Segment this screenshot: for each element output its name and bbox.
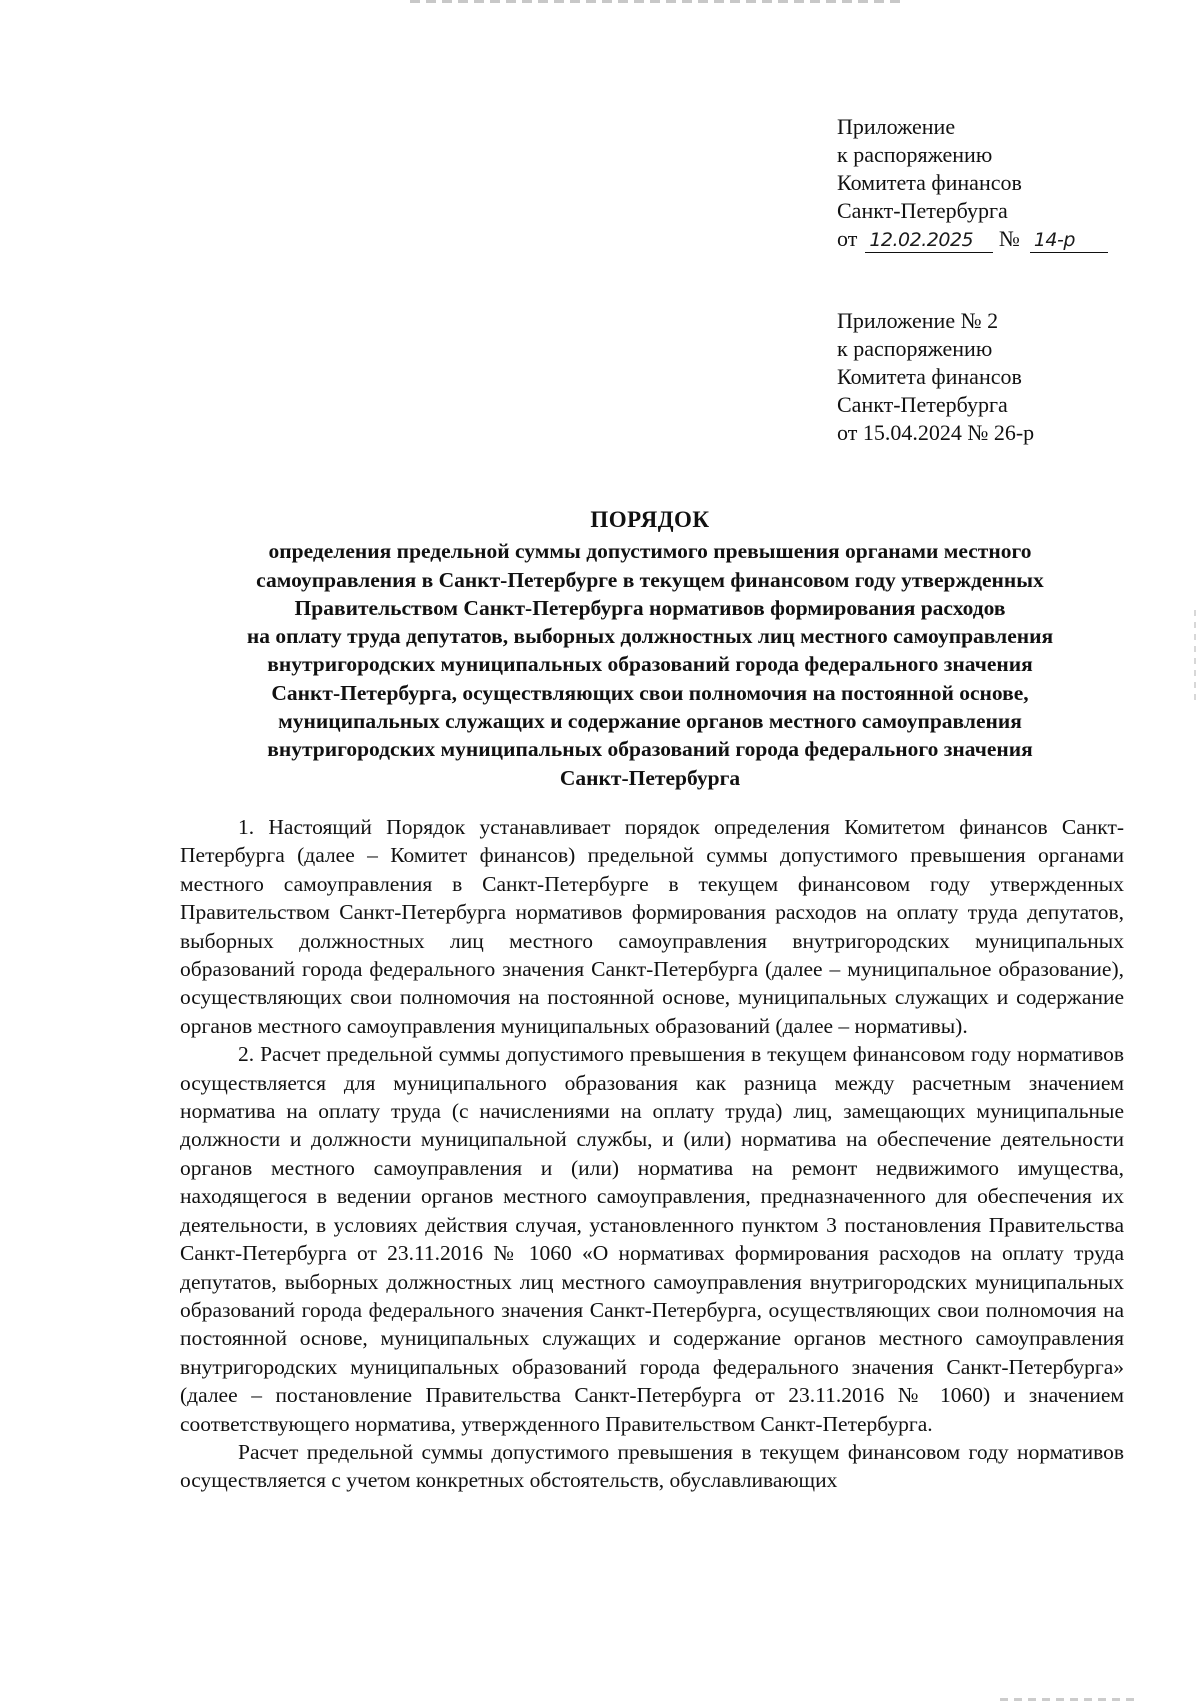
appendix-original-line: Санкт-Петербурга xyxy=(837,392,1008,417)
title-line: внутригородских муниципальных образований города федерального значения xyxy=(267,652,1033,677)
handwritten-number: 14-р xyxy=(1030,228,1108,253)
title-heading: ПОРЯДОК xyxy=(590,507,710,532)
scan-artifact-right xyxy=(1194,610,1196,700)
title-line: внутригородских муниципальных образований города федерального значения xyxy=(267,737,1033,762)
document-title xyxy=(120,506,1180,792)
paragraph-2: 2. Расчет предельной суммы допустимого превышения в текущем финансовом году нормативов осуществляется для муниципального образования как разница между расчетным значением норматива на оплату труда (с начислениями на оплату труда) лиц, замещающих муниципальные должности и должности муниципальной службы, и (или) норматива на обеспечение деятельности органов местного самоуправления и (или) норматива на ремонт недвижимого имущества, находящегося в ведении органов местного самоуправления, предназначенного для обеспечения их деятельности, в условиях действия случая, установленного пунктом 3 постановления Правительства Санкт-Петербурга от 23.11.2016 № 1060 «О нормативах формирования расходов на оплату труда депутатов, выборных должностных лиц местного самоуправления внутригородских муниципальных образований города федерального значения Санкт-Петербурга, осуществляющих свои полномочия на постоянной основе, муниципальных служащих и содержание органов местного самоуправления внутригородских муниципальных образований города федерального значения Санкт-Петербурга» (далее – постановление Правительства Санкт-Петербурга от 23.11.2016 № 1060) и значением соответствующего норматива, утвержденного Правительством Санкт-Петербурга. xyxy=(180,1042,1124,1436)
appendix-current-date-line xyxy=(837,225,1177,253)
appendix-original-line: Приложение № 2 xyxy=(837,308,999,333)
appendix-original-line: к распоряжению xyxy=(837,336,993,361)
appendix-original-line: Комитета финансов xyxy=(837,364,1022,389)
title-line: Правительством Санкт-Петербурга нормативов формирования расходов xyxy=(294,595,1006,620)
appendix-original-block xyxy=(837,307,1177,447)
appendix-current-line: Санкт-Петербурга xyxy=(837,198,1008,223)
document-body xyxy=(180,813,1124,1495)
paragraph-1: 1. Настоящий Порядок устанавливает порядок определения Комитетом финансов Санкт-Петербурга (далее – Комитет финансов) предельной суммы допустимого превышения органами местного самоуправления в Санкт-Петербурге в текущем финансовом году утвержденных Правительством Санкт-Петербурга нормативов формирования расходов на оплату труда депутатов, выборных должностных лиц местного самоуправления внутригородских муниципальных образований города федерального значения Санкт-Петербурга (далее – муниципальное образование), осуществляющих свои полномочия на постоянной основе, муниципальных служащих и содержание органов местного самоуправления муниципальных образований (далее – нормативы). xyxy=(180,815,1124,1038)
handwritten-date: 12.02.2025 xyxy=(865,228,993,253)
paragraph-3: Расчет предельной суммы допустимого превышения в текущем финансовом году нормативов осуществляется с учетом конкретных обстоятельств, обуславливающих xyxy=(180,1439,1124,1493)
title-line: муниципальных служащих и содержание органов местного самоуправления xyxy=(278,709,1022,734)
title-line: на оплату труда депутатов, выборных должностных лиц местного самоуправления xyxy=(246,624,1054,649)
appendix-current-block xyxy=(837,113,1177,253)
appendix-current-line: к распоряжению xyxy=(837,142,993,167)
number-sign: № xyxy=(998,226,1020,251)
appendix-current-line: Приложение xyxy=(837,114,956,139)
scan-artifact-bottom xyxy=(1000,1698,1140,1701)
title-line: Санкт-Петербурга xyxy=(559,765,741,790)
appendix-current-line: Комитета финансов xyxy=(837,170,1022,195)
title-line: самоуправления в Санкт-Петербурге в текущем финансовом году утвержденных xyxy=(256,567,1044,592)
title-line: Санкт-Петербурга, осуществляющих свои полномочия на постоянной основе, xyxy=(271,680,1029,705)
title-line: определения предельной суммы допустимого превышения органами местного xyxy=(268,539,1032,564)
appendix-original-line: от 15.04.2024 № 26-р xyxy=(837,420,1035,445)
date-prefix: от xyxy=(837,226,858,251)
scan-artifact-top xyxy=(410,0,900,3)
